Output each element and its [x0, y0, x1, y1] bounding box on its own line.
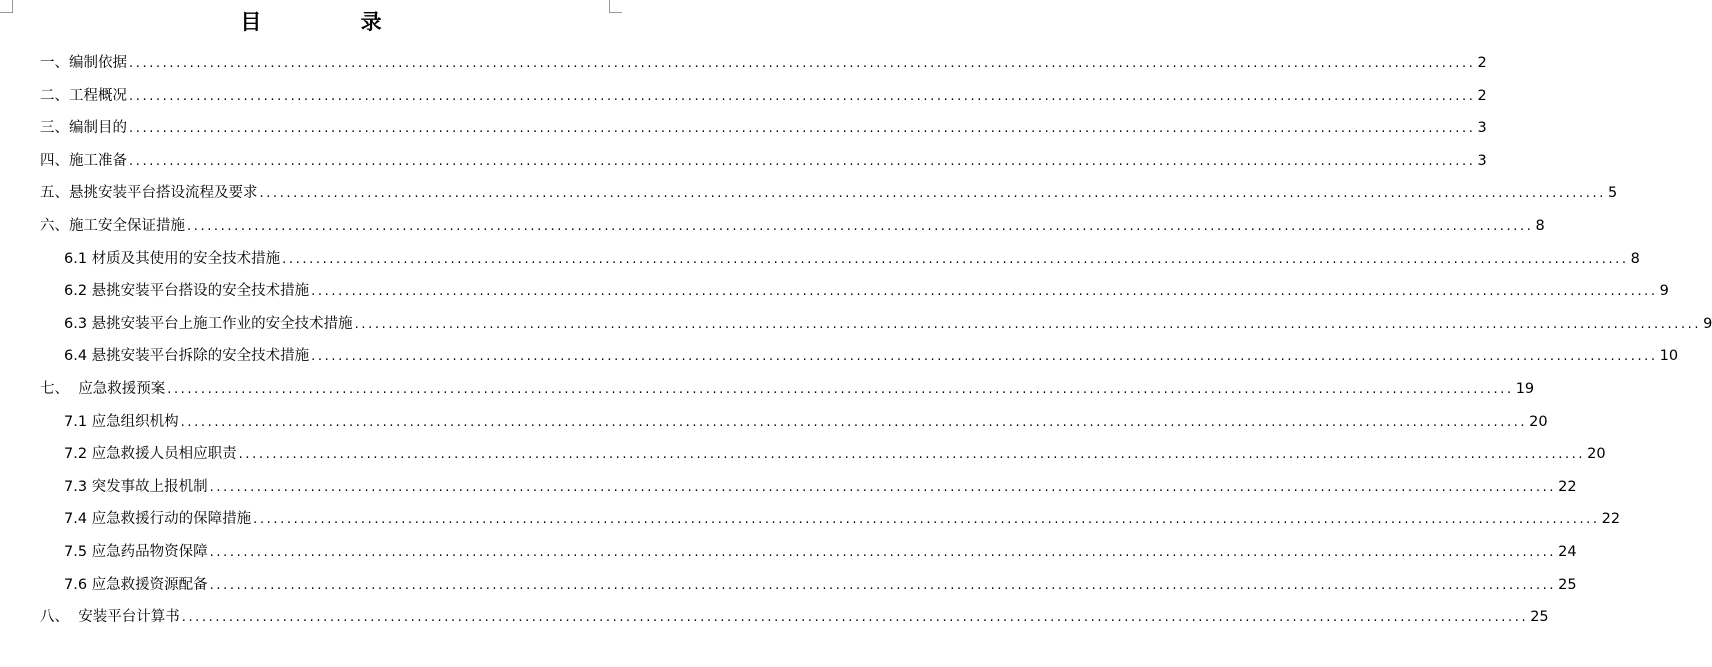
toc-entry-label: 7.6 应急救援资源配备 [64, 576, 208, 593]
toc-entry-label: 7.4 应急救援行动的保障措施 [64, 511, 252, 528]
toc-entry[interactable] [40, 372, 1535, 398]
toc-leader-dots: ........................................................................................................................................................................................................ [354, 316, 1702, 332]
toc-entry-page-number: 2 [1477, 87, 1487, 104]
toc-entry-label: 6.3 悬挑安装平台上施工作业的安全技术措施 [64, 315, 353, 332]
toc-entry[interactable] [64, 274, 1669, 300]
toc-leader-dots: ........................................................................................................................................................................................................ [129, 88, 1476, 104]
toc-entry-label: 六、施工安全保证措施 [40, 218, 185, 234]
toc-leader-dots: ........................................................................................................................................................................................................ [129, 121, 1476, 137]
toc-leader-dots: ........................................................................................................................................................................................................ [167, 382, 1514, 397]
toc-entry-label: 7.3 突发事故上报机制 [64, 478, 208, 495]
toc-entry-page-number: 8 [1535, 218, 1545, 234]
toc-leader-dots: ........................................................................................................................................................................................................ [209, 545, 1557, 560]
toc-entry-label: 7.5 应急药品物资保障 [64, 544, 208, 560]
toc-leader-dots: ........................................................................................................................................................................................................ [259, 186, 1606, 202]
toc-entry[interactable] [40, 111, 1487, 137]
toc-entry-page-number: 22 [1558, 478, 1577, 495]
toc-leader-dots: ........................................................................................................................................................................................................ [209, 479, 1557, 495]
toc-entry-page-number: 25 [1530, 609, 1549, 626]
toc-leader-dots: ........................................................................................................................................................................................................ [253, 512, 1600, 528]
toc-entry-page-number: 22 [1601, 511, 1621, 528]
toc-entry-label: 四、施工准备 [40, 152, 127, 169]
toc-leader-dots: ........................................................................................................................................................................................................ [180, 414, 1528, 430]
toc-entry[interactable] [64, 437, 1606, 463]
toc-entry-page-number: 10 [1659, 348, 1679, 365]
toc-leader-dots: ........................................................................................................................................................................................................ [187, 219, 1534, 234]
toc-entry[interactable] [40, 176, 1618, 202]
toc-entry-page-number: 20 [1529, 413, 1548, 430]
toc-entry-label: 三、编制目的 [40, 120, 127, 137]
toc-entry-page-number: 3 [1477, 120, 1487, 137]
toc-entry-page-number: 9 [1703, 315, 1712, 332]
toc-entry[interactable] [64, 339, 1679, 365]
toc-title: 目 录 [240, 10, 428, 34]
toc-entry-page-number: 8 [1630, 250, 1640, 267]
toc-entry-page-number: 2 [1477, 55, 1487, 71]
toc-entry-label: 6.1 材质及其使用的安全技术措施 [64, 250, 281, 267]
toc-entry-label: 五、悬挑安装平台搭设流程及要求 [40, 185, 258, 202]
toc-entry-page-number: 19 [1515, 381, 1535, 397]
toc-entry-label: 八、 安装平台计算书 [40, 609, 180, 626]
toc-entry[interactable] [40, 144, 1487, 170]
toc-leader-dots: ........................................................................................................................................................................................................ [209, 577, 1557, 593]
toc-entry-label: 一、编制依据 [40, 55, 127, 71]
toc-leader-dots: ........................................................................................................................................................................................................ [282, 251, 1629, 267]
toc-entry-page-number: 9 [1659, 283, 1669, 300]
toc-entry-page-number: 20 [1587, 446, 1606, 463]
toc-entry-label: 7.2 应急救援人员相应职责 [64, 446, 237, 463]
toc-entry[interactable] [64, 405, 1548, 431]
toc-leader-dots: ........................................................................................................................................................................................................ [181, 610, 1529, 626]
toc-entry-page-number: 24 [1558, 544, 1577, 560]
toc-entry[interactable] [64, 568, 1577, 594]
toc-leader-dots: ........................................................................................................................................................................................................ [129, 56, 1476, 71]
toc-entry[interactable] [40, 79, 1487, 105]
toc-entry-label: 6.2 悬挑安装平台搭设的安全技术措施 [64, 283, 310, 300]
toc-entry[interactable] [40, 46, 1487, 72]
toc-entry-label: 7.1 应急组织机构 [64, 413, 179, 430]
toc-leader-dots: ........................................................................................................................................................................................................ [311, 349, 1658, 365]
toc-entry-page-number: 3 [1477, 152, 1487, 169]
toc-leader-dots: ........................................................................................................................................................................................................ [238, 447, 1586, 463]
toc-entry[interactable] [64, 242, 1640, 268]
toc-entry[interactable] [64, 307, 1712, 333]
toc-entry-page-number: 5 [1607, 185, 1618, 202]
toc-entry-page-number: 25 [1558, 576, 1577, 593]
toc-entry-label: 七、 应急救援预案 [40, 381, 166, 397]
toc-entry[interactable] [64, 502, 1621, 528]
toc-leader-dots: ........................................................................................................................................................................................................ [129, 153, 1476, 169]
toc-entry-label: 6.4 悬挑安装平台拆除的安全技术措施 [64, 348, 310, 365]
toc-entry[interactable] [40, 600, 1549, 626]
toc-entry[interactable] [64, 535, 1577, 561]
toc-leader-dots: ........................................................................................................................................................................................................ [311, 284, 1658, 300]
toc-entry-label: 二、工程概况 [40, 87, 127, 104]
toc-entry[interactable] [40, 209, 1545, 235]
toc-entry[interactable] [64, 470, 1577, 496]
